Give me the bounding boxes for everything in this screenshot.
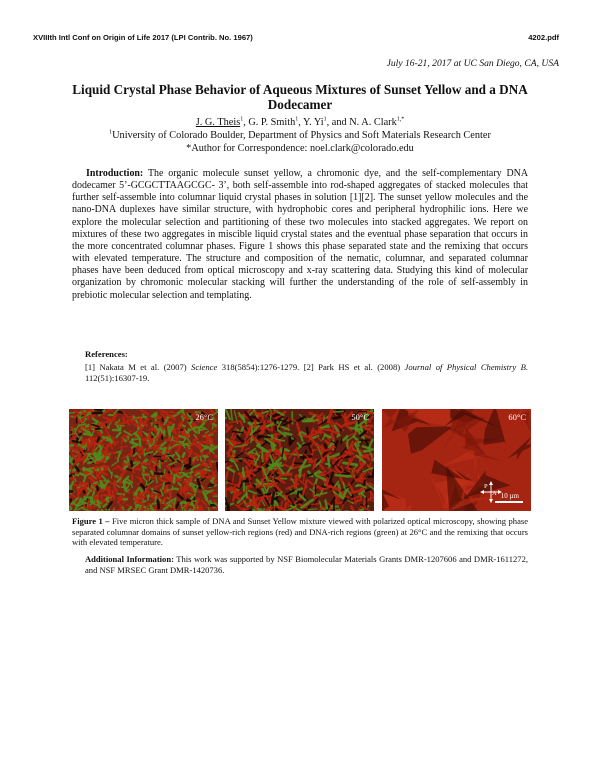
page-id: 4202.pdf <box>528 33 559 42</box>
author-3-sup: 1 <box>323 116 327 123</box>
figure-caption <box>72 516 528 548</box>
panel-temperature-label: 60°C <box>508 412 526 422</box>
conference-dateline: July 16-21, 2017 at UC San Diego, CA, USA <box>386 58 559 69</box>
analyzer-label: A <box>492 490 497 497</box>
author-2-sup: 1 <box>295 116 299 123</box>
micrograph-image-26c <box>69 409 218 511</box>
figure-1 <box>69 409 531 511</box>
correspondence: *Author for Correspondence: noel.clark@colorado.edu <box>186 143 414 154</box>
polarizer-label: P <box>484 483 488 490</box>
author-1-sup: 1 <box>240 116 244 123</box>
ref-1-authors: [1] Nakata M et al. (2007) <box>85 362 192 372</box>
paper-title: Liquid Crystal Phase Behavior of Aqueous Mixtures of Sunset Yellow and a DNA Dodecamer <box>72 82 528 112</box>
affiliation-sup: 1 <box>109 129 113 136</box>
affiliation-text: University of Colorado Boulder, Department of Physics and Soft Materials Research Center <box>112 130 491 141</box>
additional-information-heading: Additional Information: <box>85 554 174 564</box>
micrograph-panel-50c <box>225 409 374 511</box>
ref-1-details: 318(5854):1276-1279. [2] Park HS et al. (2008) <box>217 362 405 372</box>
micrograph-panel-26c <box>69 409 218 511</box>
additional-information-text: This work was supported by NSF Biomolecular Materials Grants DMR-1207606 and DMR-1611272, and NSF MRSEC Grant DMR-1420736. <box>85 554 528 575</box>
scale-bar <box>495 501 523 503</box>
introduction-text: The organic molecule sunset yellow, a chromonic dye, and the self-complementary DNA dodecamer 5’-GCGCTTAAGCGC- 3’, both self-assemble into rod-shaped aggregates of stacked molecules that further self-assemble into columnar liquid crystal phases in solution [1][2]. The sunset yellow molecules and the nano-DNA duplexes have similar structure, with hydrophobic cores and peripheral hydrophilic ions. Here we explore the molecular selection and partitioning of these two molecules into stacked aggregates. We report on mixtures of these two aggregates in miscible liquid crystal states and the eventual phase separation that occurs in the more concentrated columnar phases. Figure 1 shows this phase separated state and the remixing that occurs with elevated temperature. The structure and composition of the nematic, columnar, and separated columnar phases have been deduced from optical microscopy and x-ray scattering data. Studying this kind of molecular organization by chromonic molecular stacking will further the understanding of the role of self-assembly in prebiotic molecular selection and templating. <box>72 168 528 301</box>
author-1: J. G. Theis <box>195 117 241 128</box>
panel-temperature-label: 26°C <box>195 412 213 422</box>
author-4: , and N. A. Clark <box>326 117 397 128</box>
ref-2-details: 112(51):16307-19. <box>85 373 150 383</box>
affiliation <box>60 129 540 142</box>
scale-bar-label: 10 µm <box>500 492 519 500</box>
figure-caption-lead: Figure 1 – <box>72 516 110 526</box>
author-3: , Y. Yi <box>298 117 324 128</box>
references-list <box>85 362 528 384</box>
author-list <box>60 116 540 129</box>
additional-information <box>85 554 528 576</box>
references-heading: References: <box>85 349 128 359</box>
panel-temperature-label: 50°C <box>351 412 369 422</box>
micrograph-image-50c <box>225 409 374 511</box>
introduction-paragraph <box>72 168 528 302</box>
ref-2-journal: Journal of Physical Chemistry B. <box>404 362 528 372</box>
author-4-sup: 1,* <box>396 116 405 123</box>
figure-caption-text: Five micron thick sample of DNA and Sunset Yellow mixture viewed with polarized optical microscopy, showing phase separated columnar domains of sunset yellow-rich regions (red) and DNA-rich regions (green) at 26°C and the remixing that occurs with elevated temperature. <box>72 516 528 548</box>
micrograph-panel-60c <box>382 409 531 511</box>
introduction-heading: Introduction: <box>86 168 144 179</box>
author-2: , G. P. Smith <box>243 117 296 128</box>
running-header: XVIIIth Intl Conf on Origin of Life 2017 (LPI Contrib. No. 1967) <box>33 33 253 42</box>
ref-1-journal: Science <box>191 362 218 372</box>
